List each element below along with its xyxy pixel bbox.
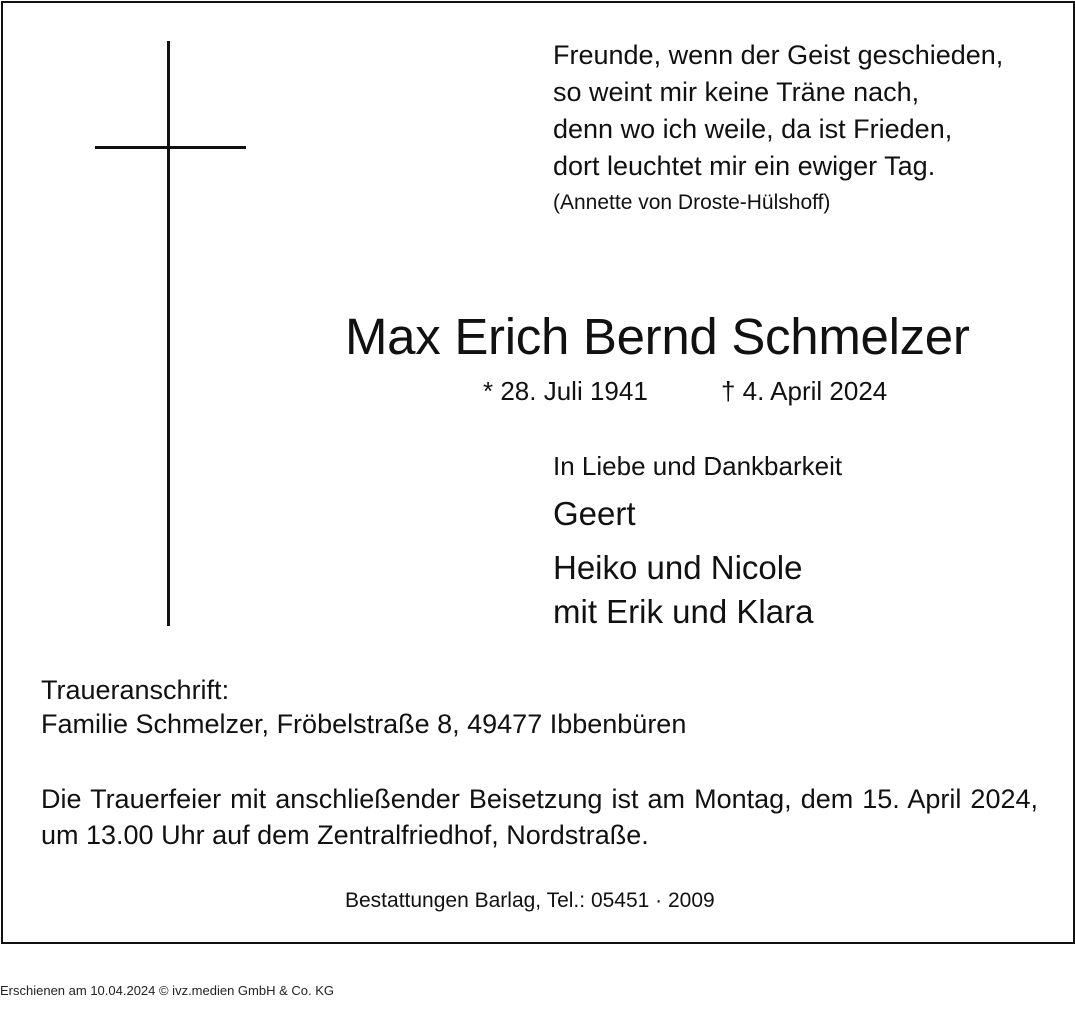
mourners-intro: In Liebe und Dankbarkeit bbox=[553, 451, 843, 481]
cross-vertical-bar bbox=[167, 41, 170, 626]
cross-horizontal-bar bbox=[95, 146, 246, 149]
address-value: Familie Schmelzer, Fröbelstraße 8, 49477 Ibbenbüren bbox=[41, 709, 687, 739]
poem-line: Freunde, wenn der Geist geschieden, bbox=[553, 40, 1004, 70]
poem bbox=[553, 37, 1003, 185]
deceased-name: Max Erich Bernd Schmelzer bbox=[345, 308, 970, 365]
poem-line: denn wo ich weile, da ist Frieden, bbox=[553, 114, 953, 144]
poem-author: (Annette von Droste-Hülshoff) bbox=[553, 191, 831, 214]
funeral-home: Bestattungen Barlag, Tel.: 05451 · 2009 bbox=[345, 889, 715, 912]
address-label: Traueranschrift: bbox=[41, 675, 230, 705]
ceremony-notice: Die Trauerfeier mit anschließender Beisetzung ist am Montag, dem 15. April 2024, um 13.00 Uhr auf dem Zentralfriedhof, Nordstraße. bbox=[41, 784, 1038, 850]
publication-footer: Erschienen am 10.04.2024 © ivz.medien GmbH & Co. KG bbox=[0, 983, 335, 998]
mourner-line: Geert bbox=[553, 495, 636, 532]
birth-date: * 28. Juli 1941 bbox=[483, 376, 648, 406]
death-date: † 4. April 2024 bbox=[721, 376, 888, 406]
mourner-line: Heiko und Nicole bbox=[553, 549, 803, 586]
poem-line: dort leuchtet mir ein ewiger Tag. bbox=[553, 151, 936, 181]
mourner-line: mit Erik und Klara bbox=[553, 593, 814, 630]
poem-line: so weint mir keine Träne nach, bbox=[553, 77, 920, 107]
obituary-frame bbox=[1, 1, 1075, 944]
